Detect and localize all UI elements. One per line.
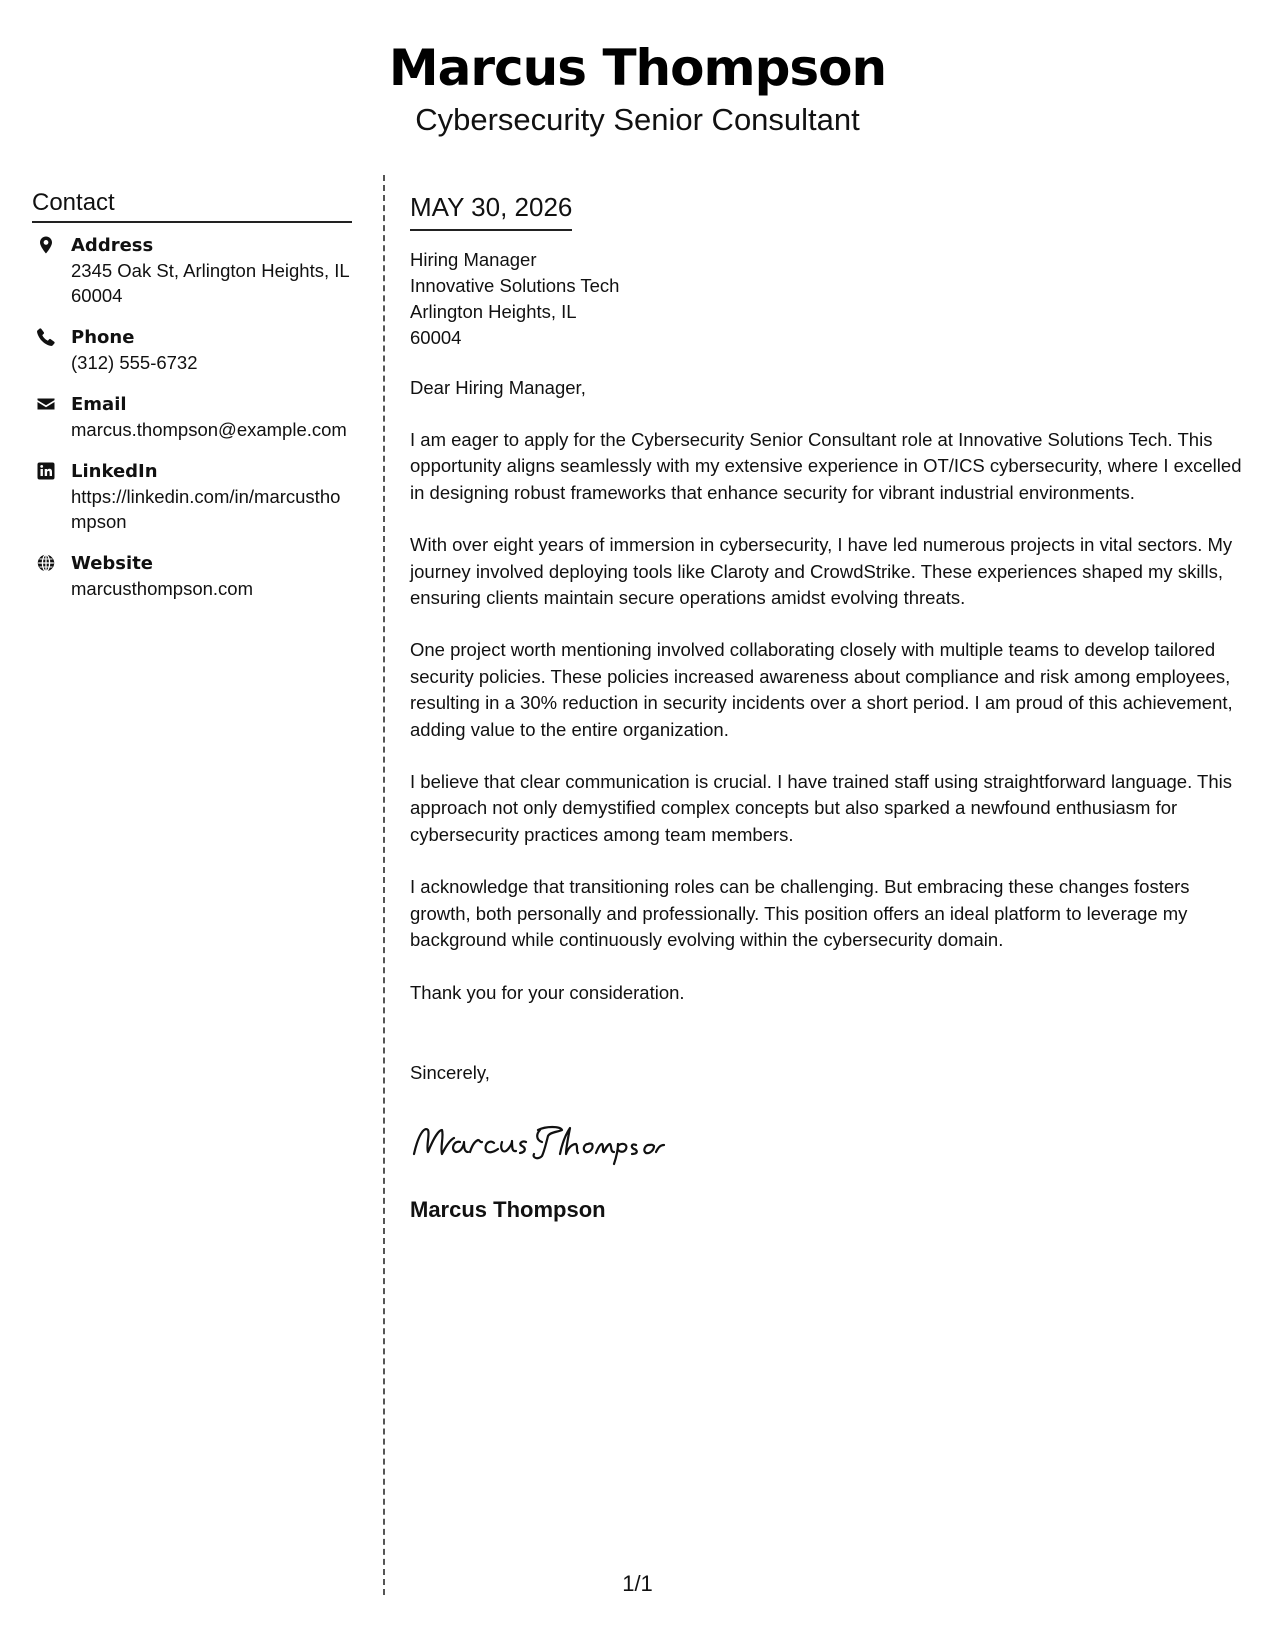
applicant-title: Cybersecurity Senior Consultant [415,102,860,137]
letter-date: MAY 30, 2026 [410,190,572,231]
phone-label: Phone [71,327,135,348]
globe-icon [36,553,56,573]
contact-item-address [32,233,352,308]
handwritten-signature [410,1116,670,1166]
address-label: Address [71,235,154,256]
contact-heading: Contact [32,188,352,223]
column-divider [383,175,385,1595]
applicant-name: Marcus Thompson [388,39,887,97]
body-paragraph: I believe that clear communication is crucial. I have trained staff using straightforward language. This approach not only demystified complex concepts but also sparked a newfound enthusiasm for cybersecurity practices among team members. [410,771,1232,845]
contact-list [32,233,352,601]
phone-value: (312) 555-6732 [71,352,198,373]
contact-item-phone [32,325,352,375]
letter-body [410,190,1250,1224]
map-pin-icon [36,235,56,255]
body-paragraph: I acknowledge that transitioning roles can be challenging. But embracing these changes fosters growth, both personally and professionally. This position offers an ideal platform to leverage my background while continuously evolving within the cybersecurity domain. [410,876,1190,951]
body-paragraph: I am eager to apply for the Cybersecurity Senior Consultant role at Innovative Solutions Tech. This opportunity aligns seamlessly with my extensive experience in OT/ICS cybersecurity, where I excelled in designing robust frameworks that enhance security for vibrant industrial environments. [410,429,1242,503]
envelope-icon [36,394,56,414]
closing-line: Sincerely, [410,1061,490,1083]
phone-icon [36,327,56,347]
contact-item-linkedin [32,459,352,534]
email-value[interactable]: marcus.thompson@example.com [71,419,347,440]
website-value[interactable]: marcusthompson.com [71,578,253,599]
recipient-line: 60004 [410,327,462,348]
recipient-block [410,247,1250,351]
linkedin-icon [36,461,56,481]
recipient-line: Arlington Heights, IL [410,301,577,322]
address-value: 2345 Oak St, Arlington Heights, IL 60004 [71,260,350,306]
recipient-line: Hiring Manager [410,249,537,270]
linkedin-value[interactable]: https://linkedin.com/in/marcusthompson [71,486,341,532]
body-paragraph: One project worth mentioning involved collaborating closely with multiple teams to develop tailored security policies. These policies increased awareness about compliance and risk among employees, resulting in a 30% reduction in security incidents over a short period. I am proud of this achievement, adding value to the entire organization. [410,639,1233,740]
signed-name: Marcus Thompson [410,1196,606,1222]
website-label: Website [71,553,154,574]
linkedin-label: LinkedIn [71,461,158,482]
contact-item-website [32,551,352,601]
salutation: Dear Hiring Manager, [410,377,586,398]
email-label: Email [71,394,127,415]
body-paragraph: With over eight years of immersion in cybersecurity, I have led numerous projects in vital sectors. My journey involved deploying tools like Claroty and CrowdStrike. These experiences shaped my skills, ensuring clients maintain secure operations amidst evolving threats. [410,534,1233,609]
contact-item-email [32,392,352,442]
letter-header [0,38,1275,140]
page-number: 1/1 [622,1571,653,1596]
recipient-line: Innovative Solutions Tech [410,275,620,296]
thank-you-line: Thank you for your consideration. [410,981,685,1003]
contact-sidebar [32,188,352,618]
